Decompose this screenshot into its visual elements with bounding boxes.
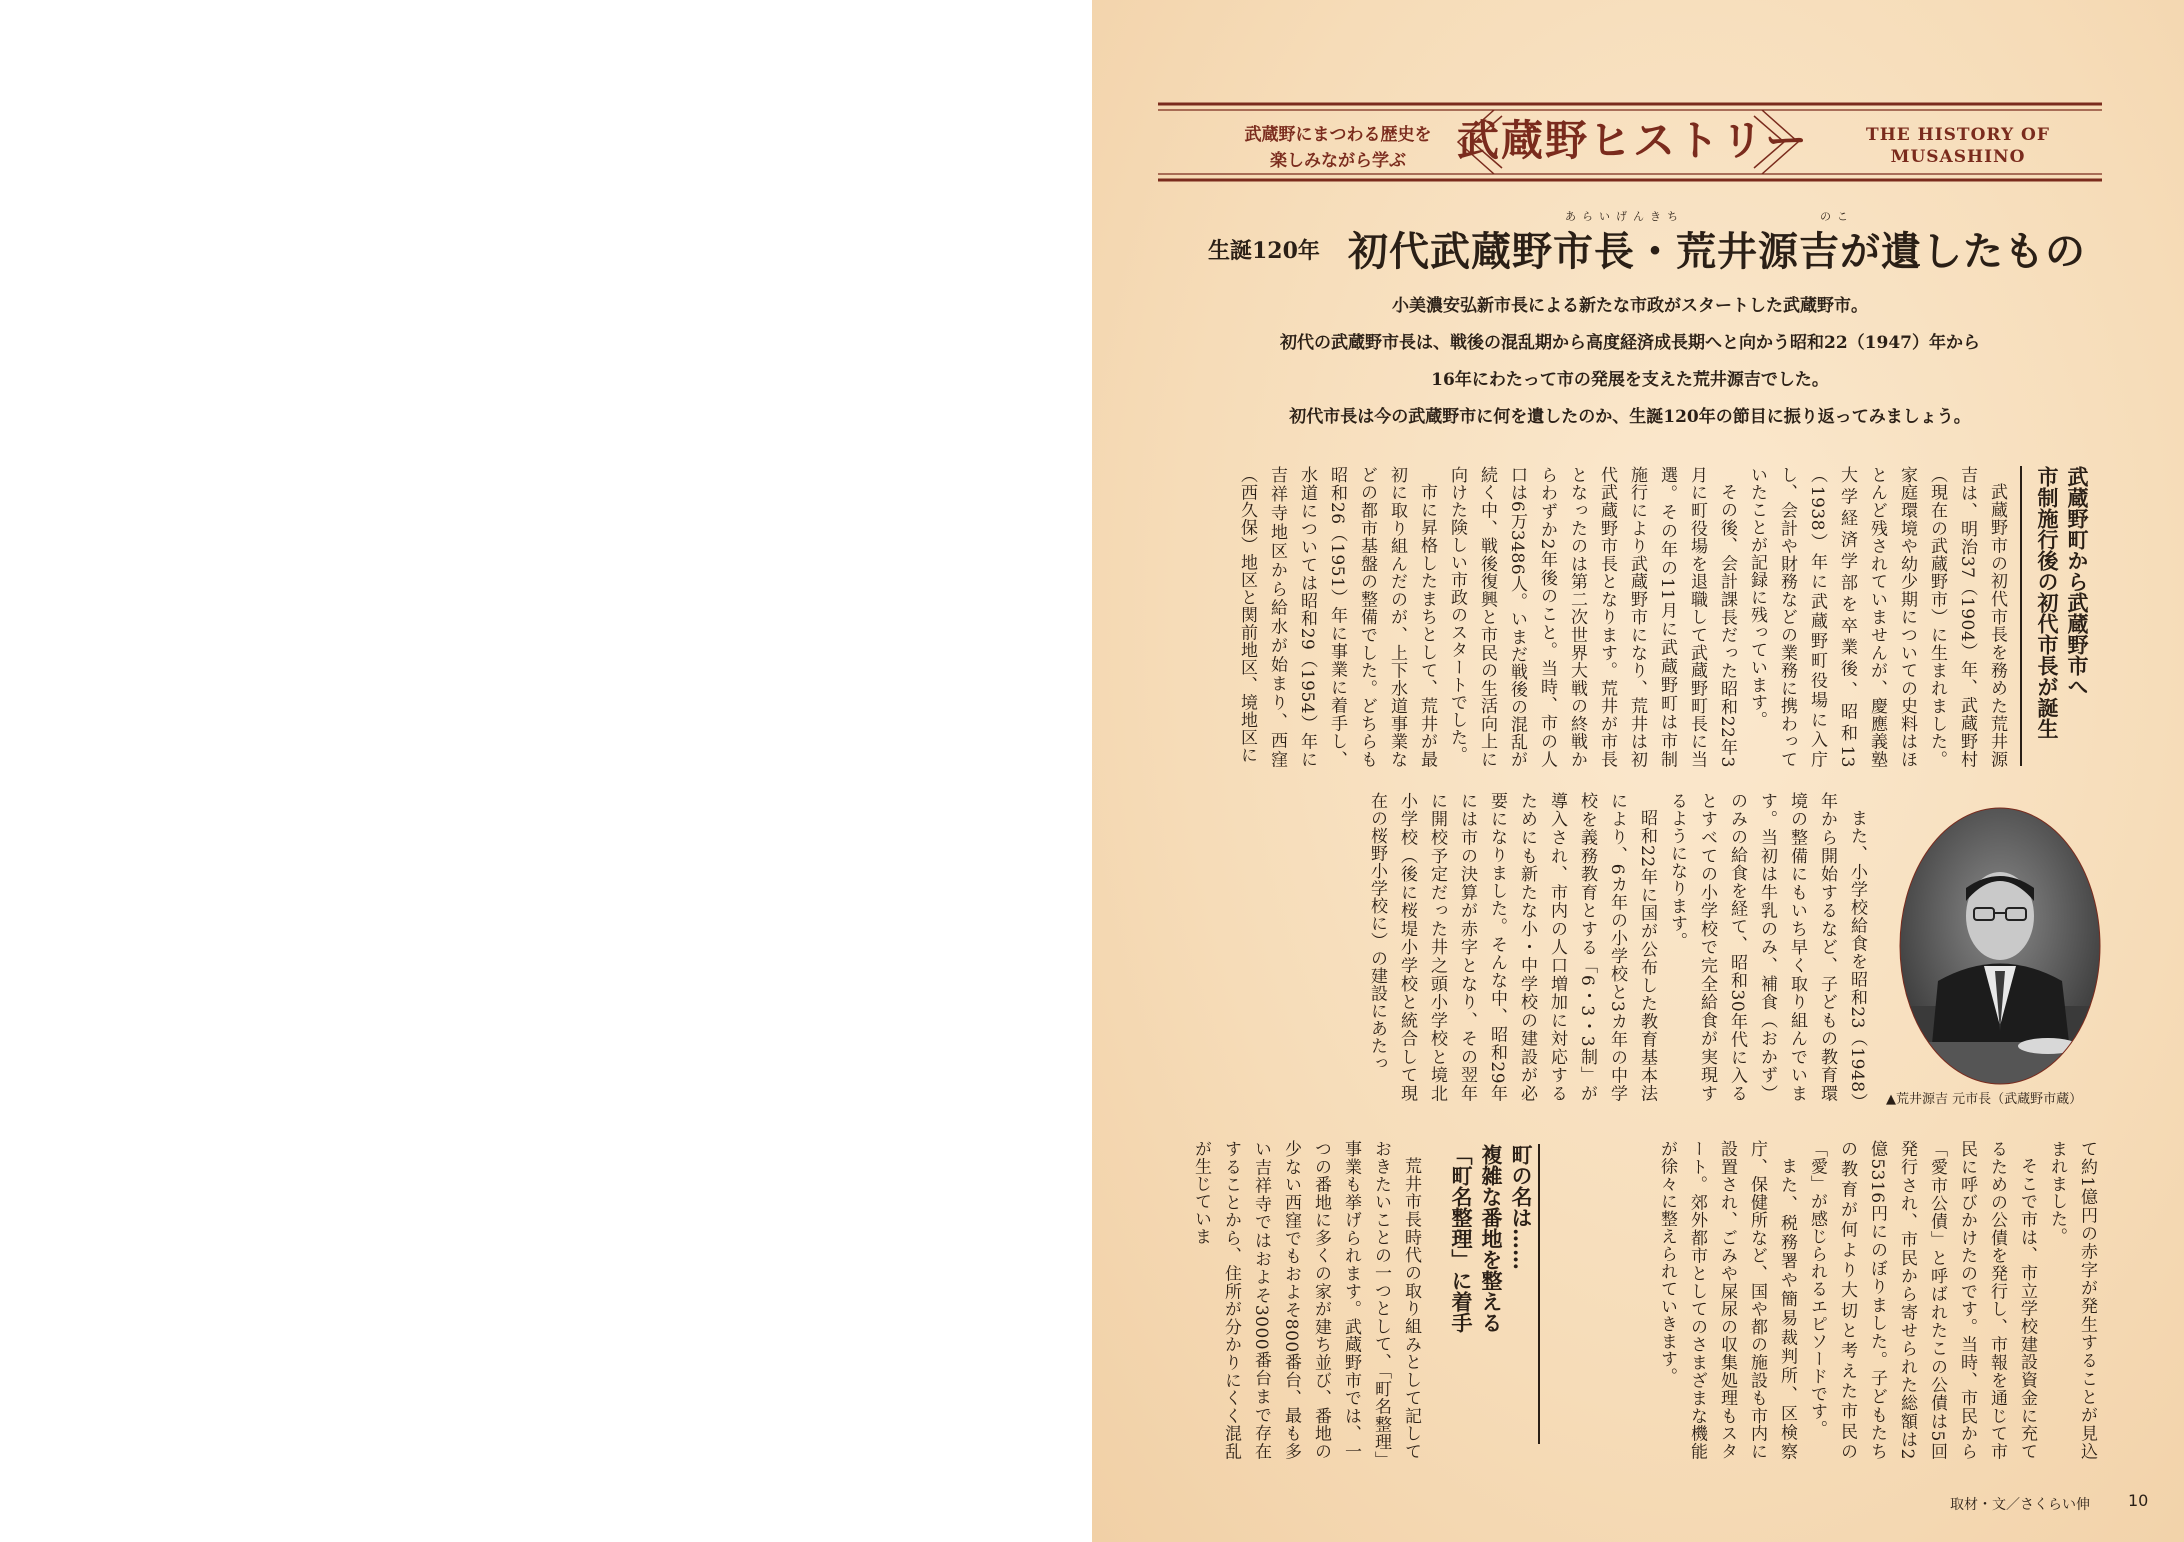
section1-heading-line1: 武蔵野町から武蔵野市へ	[2065, 466, 2090, 697]
lead-line: 初代市長は今の武蔵野市に何を遺したのか、生誕120年の節目に振り返ってみましょう。	[1289, 407, 1971, 427]
banner-subtitle	[1188, 122, 1488, 174]
lead-text	[1150, 288, 2110, 436]
headline-title: 初代武蔵野市長・荒井源吉が遺したもの	[1348, 228, 2086, 275]
section3-paragraph: 荒井市長時代の取り組みとして記しておきたいことの一つとして、「町名整理」事業も挙げられます。武蔵野市では、一つの番地に多くの家が建ち並び、番地の少ない西窪でもおよそ800番台、最も多い吉祥寺ではおよそ3000番台まで存在することから、住所が分かりにくく混乱が生じていま	[1191, 1140, 1421, 1460]
banner-english-line2: MUSASHINO	[1890, 147, 2026, 167]
section2-paragraph: 昭和22年に国が公布した教育基本法により、6カ年の小学校と3カ年の中学校を義務教育とする「6・3・3制」が導入され、市内の人口増加に対応するためにも新たな小・中学校の建設が必要になりました。そんな中、昭和29年には市の決算が赤字となり、その翌年に開校予定だった井之頭小学校と境北小学校（後に桜堤小学校と統合して現在の桜野小学校に）の建設にあたっ	[1367, 792, 1657, 1102]
section3-paragraph: て約1億円の赤字が発生することが見込まれました。	[2047, 1140, 2097, 1460]
section3-heading-line1: 町の名は……	[1509, 1144, 1534, 1270]
banner-subtitle-line1: 武蔵野にまつわる歴史を	[1244, 125, 1432, 145]
section3-body-right	[1586, 1140, 2102, 1460]
section1-paragraph: 武蔵野市の初代市長を務めた荒井源吉は、明治37（1904）年、武蔵野村（現在の武蔵野市）に生まれました。家庭環境や幼少期についての史料はほとんど残されていませんが、慶應義塾大学経済学部を卒業後、昭和13（1938）年に武蔵野町役場に入庁し、会計や財務などの業務に携わっていたことが記録に残っています。	[1747, 466, 2007, 768]
section2-paragraph: また、小学校給食を昭和23（1948）年から開始するなど、子どもの教育環境の整備にもいち早く取り組んでいます。当初は牛乳のみ、補食（おかず）のみの給食を経て、昭和30年代に入るとすべての小学校で完全給食が実現するようになります。	[1667, 792, 1867, 1102]
series-banner	[1158, 102, 2102, 182]
banner-title: 武蔵野ヒストリー	[1456, 116, 1809, 165]
section1-heading-line2: 市制施行後の初代市長が誕生	[2035, 466, 2060, 739]
article-headline	[1208, 210, 2088, 280]
section1-heading	[2032, 466, 2092, 766]
lead-line: 16年にわたって市の発展を支えた荒井源吉でした。	[1431, 370, 1829, 390]
banner-english-line1: THE HISTORY OF	[1866, 125, 2050, 145]
portrait-illustration	[1898, 806, 2102, 1086]
headline-ruby-name: あらいげんきち	[1565, 210, 1684, 223]
section1-paragraph: 市に昇格したまちとして、荒井が最初に取り組んだのが、上下水道事業などの都市基盤の整備でした。どちらも昭和26（1951）年に事業に着手し、水道については昭和29（1954）年に吉祥寺地区から給水が始まり、西窪（西久保）地区と関前地区、境地区に	[1237, 466, 1437, 768]
lead-line: 初代の武蔵野市長は、戦後の混乱期から高度経済成長期へと向かう昭和22（1947）年から	[1280, 333, 1980, 353]
section3-heading-rule	[1538, 1144, 1540, 1444]
section1-heading-rule	[2020, 466, 2022, 766]
banner-subtitle-line2: 楽しみながら学ぶ	[1270, 151, 1406, 171]
section3-heading-line3: 「町名整理」に着手	[1449, 1144, 1474, 1333]
section3-paragraph: また、税務署や簡易裁判所、区検察庁、保健所など、国や都の施設も市内に設置され、ごみや屎尿の収集処理もスタート。郊外都市としてのさまざまな機能が徐々に整えられていきます。	[1657, 1140, 1797, 1460]
section3-body-left	[1156, 1140, 1426, 1460]
headline-ruby-nokoshi: のこ	[1820, 210, 1854, 223]
section1-body	[1156, 466, 2012, 768]
section3-heading-line2: 複雑な番地を整える	[1479, 1144, 1504, 1333]
section3-heading	[1446, 1144, 1536, 1444]
section2-body-left	[1156, 792, 1872, 1102]
banner-english-title	[1818, 124, 2098, 168]
lead-line: 小美濃安弘新市長による新たな市政がスタートした武蔵野市。	[1392, 296, 1868, 316]
photo-caption: ▲荒井源吉 元市長（武蔵野市蔵）	[1886, 1092, 2083, 1107]
headline-prefix: 生誕120年	[1208, 238, 1320, 264]
page-number: 10	[2128, 1491, 2149, 1510]
section3-paragraph: そこで市は、市立学校建設資金に充てるための公債を発行し、市報を通じて市民に呼びかけたのです。当時、市民から「愛市公債」と呼ばれたこの公債は5回発行され、市民から寄せられた総額は2億5316円にのぼりました。子どもたちの教育が何より大切と考えた市民の「愛」が感じられるエピソードです。	[1807, 1140, 2037, 1460]
section1-paragraph: その後、会計課長だった昭和22年3月に町役場を退職して武蔵野町長に当選。その年の11月に武蔵野町は市制施行により武蔵野市になり、荒井は初代武蔵野市長となります。荒井が市長となったのは第二次世界大戦の終戦からわずか2年後のこと。当時、市の人口は6万3486人。いまだ戦後の混乱が続く中、戦後復興と市民の生活向上に向けた険しい市政のスタートでした。	[1447, 466, 1737, 768]
credit-line: 取材・文／さくらい伸	[1950, 1497, 2090, 1513]
mayor-portrait-photo	[1898, 806, 2102, 1086]
